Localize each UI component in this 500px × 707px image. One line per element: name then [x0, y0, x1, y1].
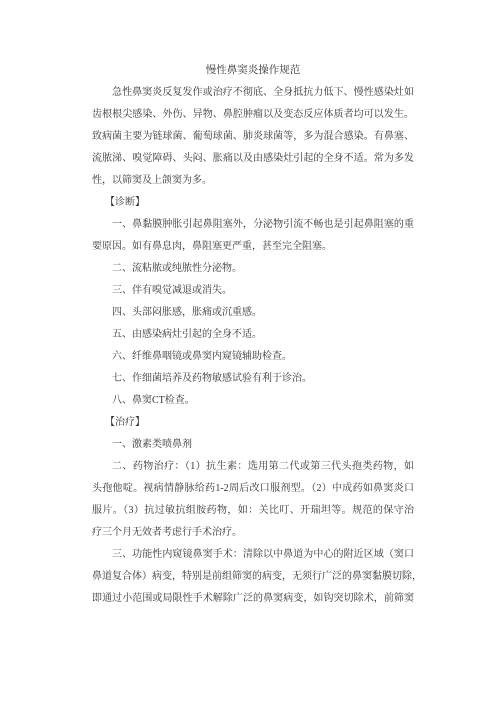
intro-line: 性，以筛窦及上颌窦为多。 [92, 175, 212, 186]
intro-paragraph [92, 82, 414, 192]
treatment-item-line: 鼻道复合体）病变，特别是前组筛窦的病变，无须行广泛的鼻窦黏膜切除， [92, 571, 422, 582]
diagnosis-item-line: 要原因。如有鼻息肉，鼻阻塞更严重，甚至完全阻塞。 [92, 241, 332, 252]
diagnosis-item: 四、头部闷胀感，胀痛或沉重感。 [112, 307, 262, 318]
diagnosis-item: 三、伴有嗅觉减退或消失。 [112, 285, 232, 296]
treatment-list [92, 434, 422, 610]
diagnosis-item [92, 214, 414, 258]
intro-line: 齿根根尖感染、外伤、异物、鼻腔肿瘤以及变态反应体质者均可以发生。 [92, 109, 414, 120]
treatment-item: 一、激素类喷鼻剂 [112, 439, 192, 450]
diagnosis-item: 七、作细菌培养及药物敏感试验有利于诊治。 [112, 373, 312, 384]
intro-line: 流脓涕、嗅觉障碍、头闷、胀痛以及由感染灶引起的全身不适。常为多发 [92, 153, 414, 164]
treatment-item-line: 三、功能性内窥镜鼻窦手术：清除以中鼻道为中心的附近区域（窦口 [112, 549, 414, 560]
diagnosis-item: 五、由感染病灶引起的全身不适。 [112, 329, 262, 340]
treatment-item-line: 头孢他啶。视病情静脉给药1-2周后改口服剂型。（2）中成药如鼻窦炎口 [92, 483, 414, 494]
diagnosis-item: 八、鼻窦CT检查。 [112, 395, 195, 406]
treatment-item [92, 456, 414, 544]
document-title: 慢性鼻窦炎操作规范 [205, 65, 301, 76]
treatment-item [92, 544, 422, 610]
intro-line: 致病菌主要为链球菌、葡萄球菌、肺炎球菌等，多为混合感染。有鼻塞、 [92, 131, 414, 142]
diagnosis-item: 六、纤维鼻咽镜或鼻窦内窥镜辅助检查。 [112, 351, 292, 362]
diagnosis-heading: 【诊断】 [105, 197, 145, 208]
diagnosis-list [92, 214, 414, 412]
treatment-item-line: 即通过小范围或局限性手术解除广泛的鼻窦病变，如钩突切除术，前筛窦 [92, 593, 414, 604]
treatment-item-line: 二、药物治疗：（1）抗生素：选用第二代或第三代头孢类药物，如 [112, 461, 414, 472]
intro-line: 急性鼻窦炎反复发作或治疗不彻底、全身抵抗力低下、慢性感染灶如 [112, 87, 414, 98]
document-page [92, 60, 422, 610]
treatment-heading: 【治疗】 [105, 417, 145, 428]
treatment-item-line: 服片。（3）抗过敏抗组胺药物，如：关比叮、开瑞坦等。规范的保守治 [92, 505, 414, 516]
diagnosis-item: 二、流粘脓或纯脓性分泌物。 [112, 263, 242, 274]
treatment-item-line: 疗三个月无效者考虑行手术治疗。 [92, 527, 242, 538]
diagnosis-item-line: 一、鼻黏膜肿胀引起鼻阻塞外，分泌物引流不畅也是引起鼻阻塞的重 [112, 219, 414, 230]
